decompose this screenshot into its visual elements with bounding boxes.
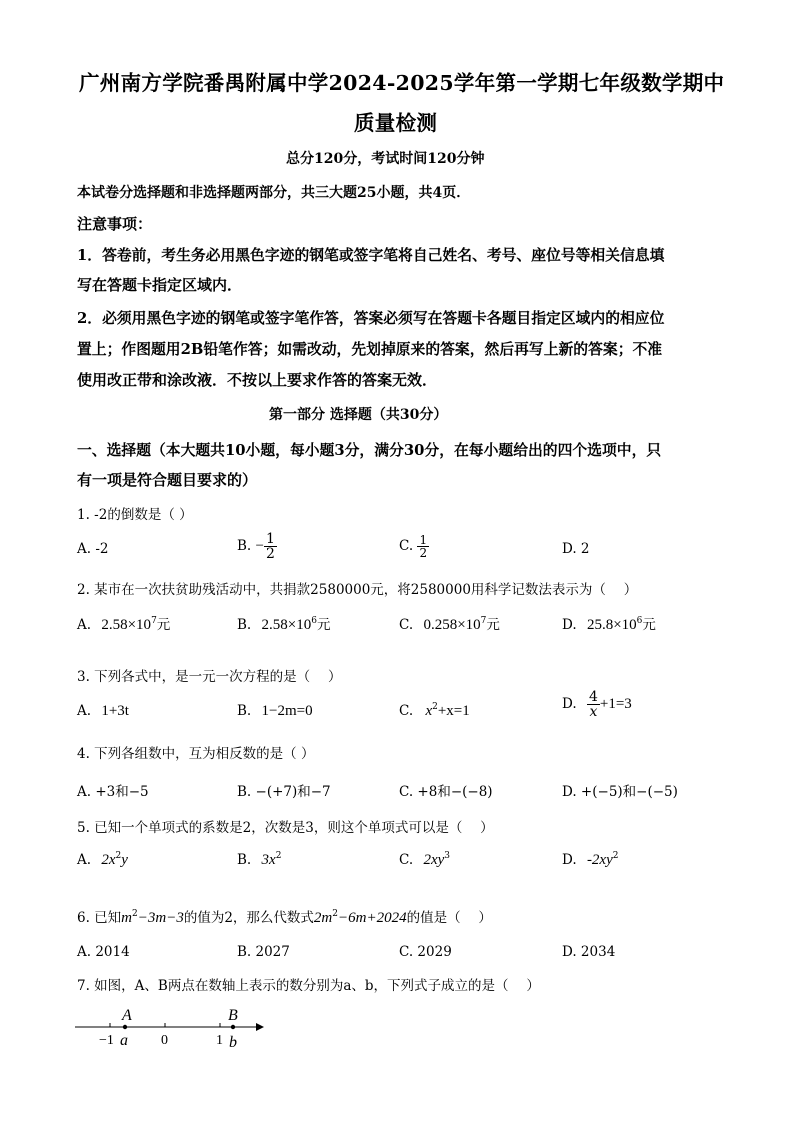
q2-a-unit: 元 bbox=[156, 617, 171, 633]
note-1-line-a: 1．答卷前，考生务必用黑色字迹的钢笔或签字笔将自己姓名、考号、座位号等相关信息填 bbox=[77, 247, 665, 264]
q3-b-expression: 1−2m=0 bbox=[261, 703, 313, 719]
q5-c-base: 2xy bbox=[423, 852, 445, 868]
section-heading: 第一部分 选择题（共30分） bbox=[269, 407, 448, 423]
tick-label-neg1: −1 bbox=[99, 1033, 114, 1048]
q2-c-unit: 元 bbox=[486, 617, 500, 633]
q2-b-label: B. bbox=[237, 617, 252, 633]
q2-option-c bbox=[399, 613, 500, 634]
q3-a-expression: 1+3t bbox=[101, 703, 129, 719]
point-b-dot bbox=[231, 1025, 235, 1029]
q3-c-variable: x bbox=[425, 703, 433, 719]
q5-a-label: A. bbox=[77, 852, 92, 868]
q5-c-label: C. bbox=[399, 852, 414, 868]
q2-d-value: 25.8×10 bbox=[586, 617, 637, 633]
q1-option-b-sign: − bbox=[255, 538, 264, 554]
q3-stem: 3. 下列各式中，是一元一次方程的是（ ） bbox=[77, 669, 342, 685]
q6-expr2-exponent: 2 bbox=[332, 909, 338, 919]
q3-c-rest: +x=1 bbox=[437, 703, 470, 719]
tick-label-0: 0 bbox=[161, 1033, 168, 1048]
q3-d-denominator: x bbox=[589, 704, 598, 720]
q5-a-tail: y bbox=[121, 852, 128, 868]
q2-stem: 2. 某市在一次扶贫助残活动中，共捐款2580000元，将2580000用科学记数法表示为（ ） bbox=[77, 582, 638, 598]
q2-a-exponent: 7 bbox=[151, 616, 157, 626]
section-desc-a: 一、选择题（本大题共10小题，每小题3分，满分30分，在每小题给出的四个选项中，只 bbox=[77, 442, 662, 459]
q6-expr2-base: 2m bbox=[313, 910, 333, 926]
q5-d-exponent: 2 bbox=[612, 851, 619, 861]
q1-option-b-denominator: 2 bbox=[265, 546, 275, 562]
q1-option-c-label: C. bbox=[399, 538, 414, 554]
q1-option-b-label: B. bbox=[237, 538, 252, 554]
q3-option-b bbox=[237, 703, 313, 720]
q2-option-b bbox=[237, 613, 330, 634]
var-b-label: b bbox=[229, 1034, 237, 1051]
q3-b-label: B. bbox=[237, 703, 252, 719]
q5-b-exponent: 2 bbox=[275, 851, 282, 861]
q3-d-fraction bbox=[587, 690, 600, 719]
note-2-line-a: 2．必须用黑色字迹的钢笔或签字笔作答，答案必须写在答题卡各题目指定区域内的相应位 bbox=[77, 310, 665, 327]
q1-option-d: D. 2 bbox=[562, 541, 590, 557]
q5-option-b bbox=[237, 852, 281, 869]
number-line-arrow bbox=[256, 1023, 264, 1031]
q5-b-base: 3x bbox=[261, 852, 276, 868]
q6-expr1-base: m bbox=[121, 910, 133, 926]
q3-option-a bbox=[77, 703, 129, 720]
q5-b-label: B. bbox=[237, 852, 252, 868]
q1-option-c-fraction bbox=[417, 534, 429, 559]
q2-c-label: C. bbox=[399, 617, 414, 633]
q3-option-c bbox=[399, 703, 470, 720]
section-desc-b: 有一项是符合题目要求的） bbox=[77, 471, 258, 489]
q2-b-value: 2.58×10 bbox=[261, 617, 312, 633]
q2-option-a bbox=[77, 613, 170, 634]
title-line-1: 广州南方学院番禺附属中学2024-2025学年第一学期七年级数学期中 bbox=[79, 71, 725, 95]
q4-option-b: B. −(+7)和−7 bbox=[237, 784, 331, 800]
q5-stem: 5. 已知一个单项式的系数是2，次数是3，则这个单项式可以是（ ） bbox=[77, 820, 494, 836]
q3-d-numerator: 4 bbox=[588, 689, 598, 705]
q4-stem: 4. 下列各组数中，互为相反数的是（ ） bbox=[77, 746, 315, 762]
note-2-line-b: 置上；作图题用2B铅笔作答；如需改动，先划掉原来的答案，然后再写上新的答案；不准 bbox=[77, 341, 663, 358]
point-a-dot bbox=[123, 1025, 127, 1029]
q2-a-value: 2.58×10 bbox=[101, 617, 152, 633]
intro-line: 本试卷分选择题和非选择题两部分，共三大题25小题，共4页． bbox=[77, 185, 471, 201]
q1-option-c-numerator: 1 bbox=[419, 533, 428, 547]
q5-d-label: D. bbox=[562, 852, 577, 868]
q6-stem-part-a: 6. 已知 bbox=[77, 910, 122, 926]
q4-option-a: A. +3和−5 bbox=[77, 784, 149, 800]
note-2-line-c: 使用改正带和涂改液．不按以上要求作答的答案无效． bbox=[77, 371, 438, 389]
q5-option-d bbox=[562, 852, 618, 869]
q5-c-exponent: 3 bbox=[444, 851, 450, 861]
title-line-2: 质量检测 bbox=[354, 111, 438, 135]
q6-option-c: C. 2029 bbox=[399, 944, 452, 960]
q5-option-a bbox=[77, 852, 128, 869]
notice-heading: 注意事项： bbox=[77, 215, 153, 233]
q3-a-label: A. bbox=[77, 703, 92, 719]
q3-c-label: C. bbox=[399, 703, 414, 719]
q1-option-b-numerator: 1 bbox=[265, 531, 275, 547]
q2-d-exponent: 6 bbox=[636, 616, 643, 626]
q6-option-a: A. 2014 bbox=[77, 944, 130, 960]
point-a-label: A bbox=[122, 1007, 132, 1024]
q5-a-base: 2x bbox=[101, 852, 116, 868]
tick-label-1: 1 bbox=[216, 1033, 223, 1048]
q6-option-b: B. 2027 bbox=[237, 944, 290, 960]
var-a-label: a bbox=[120, 1032, 128, 1049]
point-b-label: B bbox=[228, 1007, 238, 1024]
q6-expr1-exponent: 2 bbox=[132, 909, 138, 919]
q3-d-label: D. bbox=[562, 696, 577, 712]
q6-stem-part-c: 的值是（ ） bbox=[406, 910, 492, 926]
q3-d-rest: +1=3 bbox=[599, 696, 632, 712]
number-line-figure bbox=[70, 1002, 270, 1052]
q6-expr2-rest: −6m+2024 bbox=[338, 910, 407, 926]
q2-d-unit: 元 bbox=[642, 617, 656, 633]
q6-expr1-rest: −3m−3 bbox=[137, 910, 184, 926]
q6-option-d: D. 2034 bbox=[562, 944, 616, 960]
q5-a-exponent: 2 bbox=[115, 851, 122, 861]
q2-c-value: 0.258×10 bbox=[423, 617, 481, 633]
q6-stem-part-b: 的值为2，那么代数式 bbox=[183, 910, 314, 926]
q2-a-label: A. bbox=[77, 617, 92, 633]
q4-option-c: C. +8和−(−8) bbox=[399, 784, 493, 800]
q2-b-exponent: 6 bbox=[311, 616, 317, 626]
q5-option-c bbox=[399, 852, 450, 869]
q3-c-exponent: 2 bbox=[432, 702, 438, 712]
q1-option-b-fraction bbox=[264, 532, 277, 561]
q1-stem: 1. -2的倒数是（ ） bbox=[77, 507, 193, 523]
q7-stem: 7. 如图，A、B两点在数轴上表示的数分别为a、b，下列式子成立的是（ ） bbox=[77, 978, 540, 994]
q2-option-d bbox=[562, 613, 656, 634]
q1-option-c-denominator: 2 bbox=[419, 546, 428, 560]
q6-stem bbox=[77, 906, 492, 927]
q2-b-unit: 元 bbox=[316, 617, 331, 633]
note-1-line-b: 写在答题卡指定区域内． bbox=[77, 276, 243, 294]
q2-c-exponent: 7 bbox=[480, 616, 487, 626]
q4-option-d: D. +(−5)和−(−5) bbox=[562, 784, 678, 800]
q1-option-c bbox=[399, 534, 429, 559]
exam-subtitle: 总分120分，考试时间120分钟 bbox=[286, 151, 485, 167]
q1-option-b bbox=[237, 532, 277, 561]
q2-d-label: D. bbox=[562, 617, 577, 633]
q1-option-a: A. -2 bbox=[77, 541, 109, 557]
q5-d-base: -2xy bbox=[586, 852, 613, 868]
q3-option-d bbox=[562, 690, 632, 719]
